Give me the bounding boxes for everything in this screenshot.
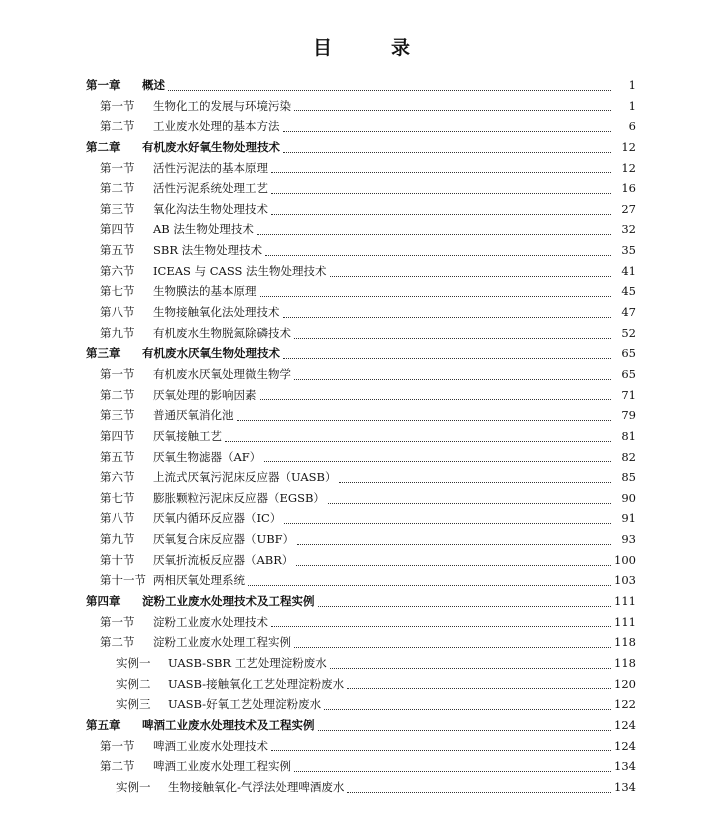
toc-section-entry[interactable] xyxy=(86,469,636,490)
toc-entry-page-number: 91 xyxy=(621,511,636,526)
toc-chapter-entry[interactable] xyxy=(86,593,636,614)
toc-section-entry[interactable] xyxy=(86,180,636,201)
toc-entry-page-number: 82 xyxy=(621,449,636,464)
toc-section-entry[interactable] xyxy=(86,758,636,779)
toc-section-entry[interactable] xyxy=(86,572,636,593)
table-of-contents xyxy=(86,77,636,799)
toc-entry-number: 第八节 xyxy=(100,511,135,526)
toc-entry-page-number: 134 xyxy=(614,779,636,794)
toc-section-entry[interactable] xyxy=(86,428,636,449)
toc-entry-number: 第一节 xyxy=(100,366,135,381)
dot-leader xyxy=(347,688,611,689)
toc-entry-page-number: 16 xyxy=(621,181,636,196)
toc-section-entry[interactable] xyxy=(86,387,636,408)
toc-entry-title: 厌氧内循环反应器（IC） xyxy=(153,511,282,526)
toc-entry-page-number: 118 xyxy=(614,655,636,670)
toc-entry-page-number: 41 xyxy=(621,263,636,278)
toc-chapter-entry[interactable] xyxy=(86,139,636,160)
toc-entry-number: 第三章 xyxy=(86,346,121,361)
toc-entry-number: 第一节 xyxy=(100,738,135,753)
dot-leader xyxy=(296,565,611,566)
toc-entry-title: 厌氧接触工艺 xyxy=(153,428,222,443)
toc-entry-page-number: 111 xyxy=(614,594,636,609)
toc-entry-page-number: 120 xyxy=(614,676,636,691)
toc-section-entry[interactable] xyxy=(86,552,636,573)
toc-entry-title: 膨胀颗粒污泥床反应器（EGSB） xyxy=(153,490,325,505)
toc-section-entry[interactable] xyxy=(86,263,636,284)
toc-entry-page-number: 79 xyxy=(621,408,636,423)
toc-entry-title: 有机废水厌氧生物处理技术 xyxy=(142,346,280,361)
toc-entry-page-number: 124 xyxy=(614,717,636,732)
toc-entry-number: 第六节 xyxy=(100,263,135,278)
toc-entry-title: 工业废水处理的基本方法 xyxy=(153,119,280,134)
toc-entry-number: 第二章 xyxy=(86,139,121,154)
toc-example-entry[interactable] xyxy=(86,696,636,717)
toc-entry-title: 厌氧复合床反应器（UBF） xyxy=(153,532,295,547)
toc-entry-title: 生物接触氧化-气浮法处理啤酒废水 xyxy=(168,779,345,794)
toc-entry-title: 两相厌氧处理系统 xyxy=(153,573,245,588)
toc-entry-title: 厌氧生物滤器（AF） xyxy=(153,449,262,464)
dot-leader xyxy=(318,606,612,607)
toc-entry-page-number: 134 xyxy=(614,759,636,774)
toc-entry-title: 生物接触氧化法处理技术 xyxy=(153,305,280,320)
toc-entry-page-number: 100 xyxy=(614,552,636,567)
toc-entry-page-number: 1 xyxy=(628,78,636,92)
dot-leader xyxy=(294,379,611,380)
dot-leader xyxy=(271,193,611,194)
dot-leader xyxy=(330,276,611,277)
toc-section-entry[interactable] xyxy=(86,407,636,428)
toc-entry-page-number: 6 xyxy=(628,119,636,134)
toc-entry-number: 第五节 xyxy=(100,243,135,258)
dot-leader xyxy=(271,750,611,751)
toc-entry-page-number: 85 xyxy=(621,470,636,485)
toc-entry-page-number: 118 xyxy=(614,635,636,650)
toc-entry-title: SBR 法生物处理技术 xyxy=(153,243,263,258)
toc-entry-title: ICEAS 与 CASS 法生物处理技术 xyxy=(153,263,327,278)
toc-entry-number: 第二节 xyxy=(100,119,135,134)
toc-section-entry[interactable] xyxy=(86,160,636,181)
toc-entry-title: 淀粉工业废水处理工程实例 xyxy=(153,635,291,650)
toc-entry-number: 第五章 xyxy=(86,717,121,732)
dot-leader xyxy=(225,441,611,442)
dot-leader xyxy=(318,730,612,731)
toc-entry-page-number: 12 xyxy=(621,139,636,154)
toc-entry-number: 第四章 xyxy=(86,594,121,609)
dot-leader xyxy=(264,461,611,462)
toc-section-entry[interactable] xyxy=(86,366,636,387)
toc-section-entry[interactable] xyxy=(86,510,636,531)
toc-entry-page-number: 71 xyxy=(621,387,636,402)
toc-entry-title: 淀粉工业废水处理技术 xyxy=(153,614,268,629)
toc-section-entry[interactable] xyxy=(86,634,636,655)
toc-entry-title: 普通厌氧消化池 xyxy=(153,408,234,423)
dot-leader xyxy=(328,503,611,504)
toc-entry-title: 概述 xyxy=(142,78,165,92)
dot-leader xyxy=(237,420,612,421)
toc-section-entry[interactable] xyxy=(86,221,636,242)
toc-entry-page-number: 35 xyxy=(621,243,636,258)
toc-entry-page-number: 90 xyxy=(621,490,636,505)
title-char-1: 目 xyxy=(313,37,333,59)
toc-entry-title: 有机废水生物脱氮除磷技术 xyxy=(153,325,291,340)
toc-entry-title: 啤酒工业废水处理工程实例 xyxy=(153,759,291,774)
toc-chapter-entry[interactable] xyxy=(86,345,636,366)
toc-section-entry[interactable] xyxy=(86,201,636,222)
toc-section-entry[interactable] xyxy=(86,531,636,552)
toc-entry-number: 实例二 xyxy=(116,676,151,691)
toc-entry-number: 第三节 xyxy=(100,408,135,423)
toc-entry-page-number: 12 xyxy=(621,160,636,175)
toc-entry-title: 淀粉工业废水处理技术及工程实例 xyxy=(142,594,315,609)
toc-entry-page-number: 103 xyxy=(614,573,636,588)
dot-leader xyxy=(324,709,611,710)
toc-entry-title: AB 法生物处理技术 xyxy=(153,222,254,237)
toc-section-entry[interactable] xyxy=(86,242,636,263)
toc-entry-number: 第十节 xyxy=(100,552,135,567)
toc-example-entry[interactable] xyxy=(86,779,636,800)
toc-entry-title: UASB-好氧工艺处理淀粉废水 xyxy=(168,697,322,712)
dot-leader xyxy=(294,771,611,772)
toc-entry-number: 第五节 xyxy=(100,449,135,464)
toc-entry-number: 第二节 xyxy=(100,759,135,774)
toc-section-entry[interactable] xyxy=(86,325,636,346)
toc-entry-number: 第九节 xyxy=(100,325,135,340)
toc-entry-number: 第四节 xyxy=(100,428,135,443)
toc-section-entry[interactable] xyxy=(86,449,636,470)
toc-entry-page-number: 1 xyxy=(628,98,636,113)
toc-entry-page-number: 47 xyxy=(621,305,636,320)
toc-section-entry[interactable] xyxy=(86,283,636,304)
dot-leader xyxy=(271,172,611,173)
dot-leader xyxy=(294,338,611,339)
dot-leader xyxy=(297,544,611,545)
toc-entry-title: 活性污泥系统处理工艺 xyxy=(153,181,268,196)
dot-leader xyxy=(260,296,612,297)
toc-entry-title: 活性污泥法的基本原理 xyxy=(153,160,268,175)
toc-entry-title: 有机废水厌氧处理微生物学 xyxy=(153,366,291,381)
dot-leader xyxy=(257,234,611,235)
toc-section-entry[interactable] xyxy=(86,304,636,325)
toc-section-entry[interactable] xyxy=(86,118,636,139)
toc-entry-page-number: 111 xyxy=(614,614,636,629)
toc-entry-page-number: 124 xyxy=(614,738,636,753)
toc-entry-page-number: 93 xyxy=(621,532,636,547)
toc-entry-page-number: 65 xyxy=(621,346,636,361)
toc-entry-title: 有机废水好氧生物处理技术 xyxy=(142,139,280,154)
toc-entry-number: 第七节 xyxy=(100,284,135,299)
toc-section-entry[interactable] xyxy=(86,738,636,759)
dot-leader xyxy=(339,482,611,483)
toc-entry-number: 第四节 xyxy=(100,222,135,237)
toc-entry-page-number: 45 xyxy=(621,284,636,299)
toc-entry-number: 第一节 xyxy=(100,614,135,629)
toc-entry-title: UASB-SBR 工艺处理淀粉废水 xyxy=(168,655,327,670)
dot-leader xyxy=(271,626,611,627)
toc-entry-title: 生物化工的发展与环境污染 xyxy=(153,98,291,113)
toc-entry-page-number: 27 xyxy=(621,201,636,216)
toc-entry-number: 第三节 xyxy=(100,201,135,216)
toc-entry-number: 实例一 xyxy=(116,655,151,670)
title-char-2: 录 xyxy=(391,37,411,59)
toc-entry-title: 生物膜法的基本原理 xyxy=(153,284,257,299)
toc-entry-number: 第一节 xyxy=(100,98,135,113)
toc-section-entry[interactable] xyxy=(86,614,636,635)
toc-entry-number: 第二节 xyxy=(100,181,135,196)
dot-leader xyxy=(294,110,611,111)
toc-entry-title: 厌氧处理的影响因素 xyxy=(153,387,257,402)
dot-leader xyxy=(283,317,612,318)
toc-entry-number: 第一章 xyxy=(86,78,121,92)
toc-entry-number: 第七节 xyxy=(100,490,135,505)
toc-entry-title: 上流式厌氧污泥床反应器（UASB） xyxy=(153,470,337,485)
toc-entry-title: 啤酒工业废水处理技术及工程实例 xyxy=(142,717,315,732)
toc-entry-page-number: 65 xyxy=(621,366,636,381)
dot-leader xyxy=(248,585,611,586)
dot-leader xyxy=(283,358,611,359)
toc-entry-number: 第十一节 xyxy=(100,573,146,588)
toc-entry-title: 啤酒工业废水处理技术 xyxy=(153,738,268,753)
toc-entry-page-number: 81 xyxy=(621,428,636,443)
toc-entry-number: 第一节 xyxy=(100,160,135,175)
toc-entry-page-number: 122 xyxy=(614,697,636,712)
toc-example-entry[interactable] xyxy=(86,676,636,697)
toc-chapter-entry[interactable] xyxy=(86,717,636,738)
toc-entry-number: 第九节 xyxy=(100,532,135,547)
toc-entry-number: 第六节 xyxy=(100,470,135,485)
toc-entry-number: 实例一 xyxy=(116,779,151,794)
toc-section-entry[interactable] xyxy=(86,98,636,119)
toc-entry-page-number: 52 xyxy=(621,325,636,340)
toc-entry-number: 第二节 xyxy=(100,387,135,402)
toc-section-entry[interactable] xyxy=(86,490,636,511)
toc-entry-title: 厌氧折流板反应器（ABR） xyxy=(153,552,294,567)
dot-leader xyxy=(294,647,611,648)
toc-chapter-entry[interactable] xyxy=(86,77,636,98)
dot-leader xyxy=(168,90,611,91)
toc-entry-page-number: 32 xyxy=(621,222,636,237)
dot-leader xyxy=(265,255,611,256)
toc-entry-number: 第二节 xyxy=(100,635,135,650)
dot-leader xyxy=(347,792,611,793)
dot-leader xyxy=(271,214,611,215)
dot-leader xyxy=(260,399,612,400)
dot-leader xyxy=(283,131,612,132)
toc-entry-number: 实例三 xyxy=(116,697,151,712)
dot-leader xyxy=(284,523,611,524)
toc-entry-number: 第八节 xyxy=(100,305,135,320)
toc-entry-title: 氧化沟法生物处理技术 xyxy=(153,201,268,216)
toc-entry-title: UASB-接触氧化工艺处理淀粉废水 xyxy=(168,676,345,691)
dot-leader xyxy=(330,668,611,669)
dot-leader xyxy=(283,152,611,153)
toc-example-entry[interactable] xyxy=(86,655,636,676)
